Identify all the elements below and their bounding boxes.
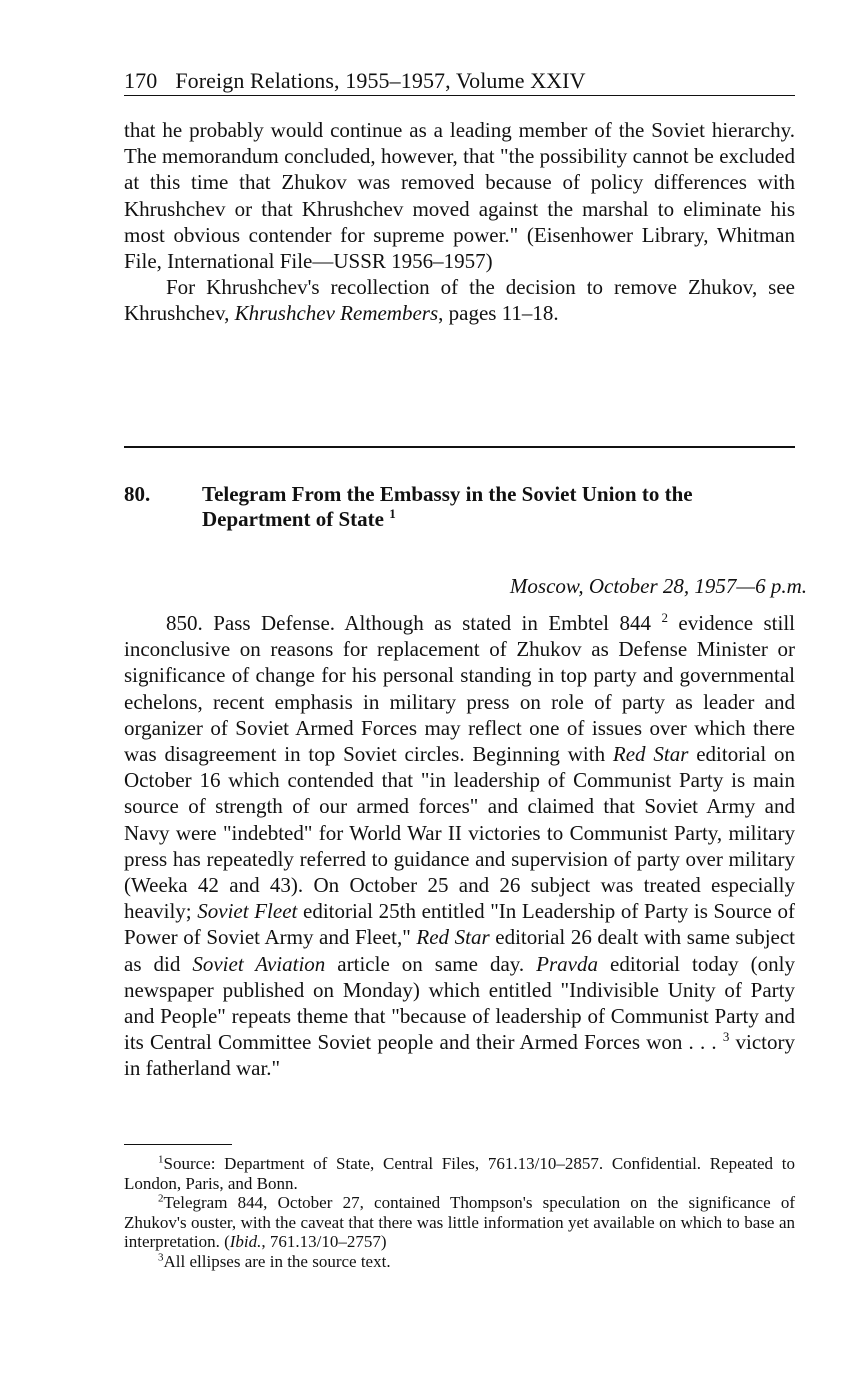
document-title xyxy=(202,482,795,532)
footnote-3-text: All ellipses are in the source text. xyxy=(163,1251,391,1271)
document-heading xyxy=(124,482,795,532)
body-text-5: editorial 26 dealt with same subject as did xyxy=(124,925,796,976)
intro-text xyxy=(124,117,795,327)
footnote-3-mark: 3 xyxy=(158,1250,164,1263)
footnote-rule xyxy=(124,1144,232,1145)
footnote-ref-2: 2 xyxy=(661,610,668,625)
publication-pravda: Pravda xyxy=(536,951,598,976)
body-text-1: 850. Pass Defense. Although as stated in Embtel 844 xyxy=(166,611,651,635)
body-text-3: editorial on October 16 which contended that "in leadership of Communist Party is main source of strength of our armed forces" and claimed that Soviet Army and Navy were "indebted" for World War II victories to Communist Party, military press has repeatedly referred to guidance and supervision of party over military (Weeka 42 and 43). On October 25 and 26 subject was treated especially heavily; xyxy=(124,742,796,924)
intro-paragraph-2 xyxy=(124,274,795,326)
section-divider xyxy=(124,446,795,448)
intro-paragraph-1: that he probably would continue as a leading member of the Soviet hierarchy. The memorandum concluded, however, that "the possibility cannot be excluded at this time that Zhukov was removed because of policy differences with Khrushchev or that Khrushchev moved against the marshal to eliminate his most obvious contender for supreme power." (Eisenhower Library, Whitman File, International File—USSR 1956–1957) xyxy=(124,118,795,274)
footnote-ref-3: 3 xyxy=(722,1029,730,1045)
publication-red-star-2: Red Star xyxy=(416,925,490,950)
body-text-6: article on same day. xyxy=(325,951,537,976)
footnote-1-text: Source: Department of State, Central Files, 761.13/10–2857. Confidential. Repeated to London, Paris, and Bonn. xyxy=(124,1154,795,1193)
footnotes xyxy=(124,1154,795,1271)
body-text-8: victory in fatherland war." xyxy=(124,1030,796,1081)
footnote-2-text: Telegram 844, October 27, contained Thompson's speculation on the significance of Zhukov's ouster, with the caveat that there was little information yet available on which to base an interpretation. ( xyxy=(124,1193,795,1251)
document-title-text: Telegram From the Embassy in the Soviet Union to the Department of State xyxy=(202,482,693,531)
document-number: 80. xyxy=(124,482,151,506)
footnote-2-mark: 2 xyxy=(158,1192,164,1205)
footnote-2 xyxy=(124,1193,795,1252)
intro-paragraph-2-text: For Khrushchev's recollection of the decision to remove Zhukov, see Khrushchev, xyxy=(124,275,795,326)
telegram-paragraph xyxy=(124,610,795,1082)
footnote-ref-1: 1 xyxy=(389,506,396,521)
body-text-2: evidence still inconclusive on reasons for replacement of Zhukov as Defense Minister or significance of change for his personal standing in top party and governmental echelons, recent emphasis in military press on role of party as leader and organizer of Soviet Armed Forces may reflect one of issues over which there was disagreement in top Soviet circles. Beginning with xyxy=(124,611,796,767)
page-number: 170 xyxy=(124,68,158,93)
book-title: Khrushchev Remembers xyxy=(234,301,439,326)
footnote-2-ibid: Ibid. xyxy=(229,1232,262,1251)
footnote-1-mark: 1 xyxy=(158,1153,164,1166)
publication-red-star: Red Star xyxy=(612,742,689,767)
footnote-2-tail: , 761.13/10–2757) xyxy=(261,1232,387,1251)
running-header xyxy=(124,68,795,96)
telegram-body xyxy=(124,610,795,1082)
body-text-7: editorial today (only newspaper published on Monday) which entitled "Indivisible Unity of Party and People" repeats theme that "because of leadership of Communist Party and its Central Committee Soviet people and their Armed Forces won . . . xyxy=(124,951,795,1055)
body-text-4: editorial 25th entitled "In Leadership of Party is Source of Power of Soviet Army and Fleet," xyxy=(124,899,795,950)
intro-paragraph-2-tail: , pages 11–18. xyxy=(438,301,559,326)
dateline: Moscow, October 28, 1957—6 p.m. xyxy=(509,574,807,598)
footnote-1 xyxy=(124,1154,795,1193)
footnote-3 xyxy=(124,1252,795,1272)
publication-soviet-fleet: Soviet Fleet xyxy=(197,899,298,924)
running-title: Foreign Relations, 1955–1957, Volume XXIV xyxy=(175,68,586,93)
publication-soviet-aviation: Soviet Aviation xyxy=(192,951,326,976)
